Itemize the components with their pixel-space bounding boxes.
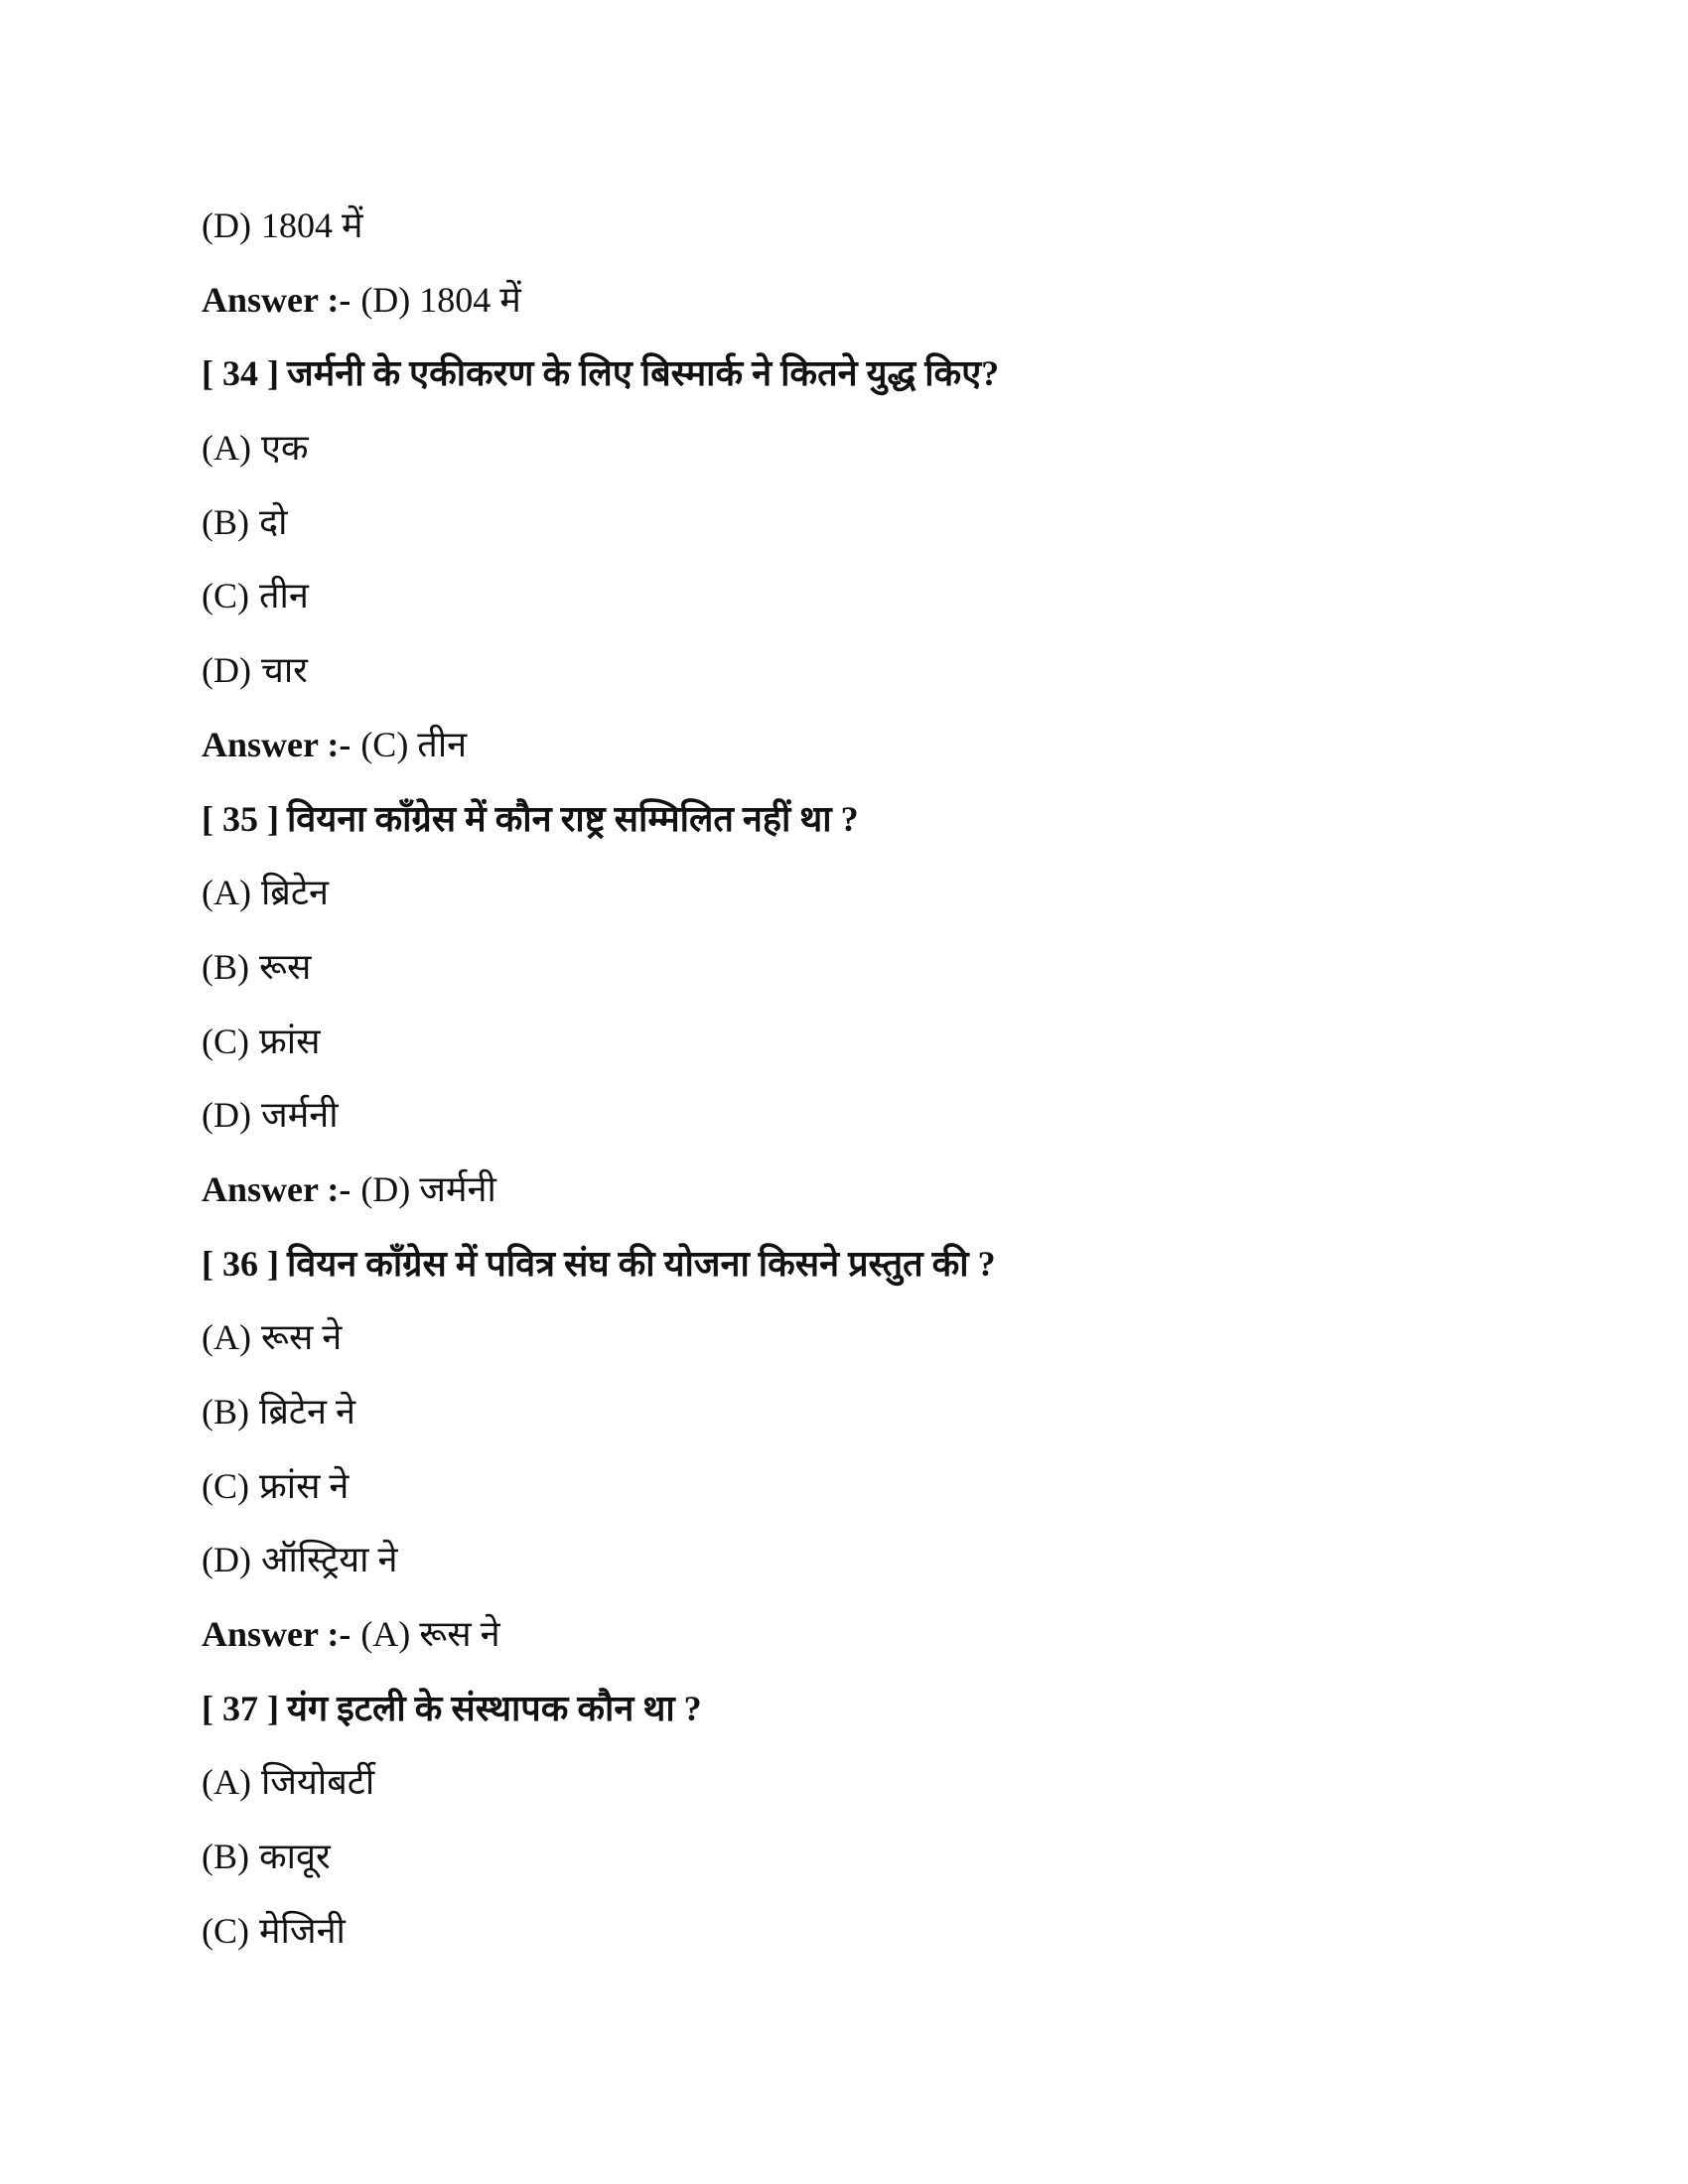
option-label: (D) xyxy=(202,1540,251,1580)
question-number: [ 37 ] xyxy=(202,1688,279,1728)
option-line xyxy=(202,1531,1492,1605)
answer-value: (A) रूस ने xyxy=(360,1614,500,1655)
option-label: (D) xyxy=(202,205,251,245)
option-line xyxy=(202,864,1492,938)
option-label: (A) xyxy=(202,428,251,469)
question-text: जर्मनी के एकीकरण के लिए बिस्मार्क ने कितने युद्ध किए? xyxy=(286,353,1000,394)
option-line xyxy=(202,1383,1492,1457)
answer-line xyxy=(202,716,1492,790)
option-text: चार xyxy=(260,650,308,691)
answer-value: (D) जर्मनी xyxy=(360,1168,496,1209)
answer-line xyxy=(202,1160,1492,1235)
option-text: फ्रांस xyxy=(259,1021,321,1061)
answer-line xyxy=(202,1605,1492,1680)
option-label: (A) xyxy=(202,1317,251,1358)
option-label: (C) xyxy=(202,1021,249,1061)
option-line xyxy=(202,1013,1492,1087)
option-text: ब्रिटेन xyxy=(260,873,329,913)
option-label: (D) xyxy=(202,1095,251,1136)
answer-prefix: Answer :- xyxy=(202,1614,352,1655)
document-page xyxy=(202,197,1492,1977)
option-text: दो xyxy=(259,501,288,542)
option-text: एक xyxy=(260,428,309,469)
option-line xyxy=(202,1308,1492,1383)
option-text: मेजिनी xyxy=(259,1910,346,1951)
option-line xyxy=(202,493,1492,568)
option-text: ऑस्ट्रिया ने xyxy=(260,1540,398,1580)
question-34 xyxy=(202,344,1492,419)
option-line xyxy=(202,567,1492,641)
option-text: रूस xyxy=(259,946,312,987)
option-line xyxy=(202,197,1492,271)
option-label: (C) xyxy=(202,1910,249,1951)
answer-line xyxy=(202,271,1492,345)
option-line xyxy=(202,1828,1492,1902)
option-line xyxy=(202,938,1492,1013)
answer-value: (C) तीन xyxy=(360,724,468,764)
question-text: यंग इटली के संस्थापक कौन था ? xyxy=(286,1688,702,1728)
question-number: [ 34 ] xyxy=(202,353,279,394)
option-line xyxy=(202,641,1492,716)
option-line xyxy=(202,1086,1492,1160)
question-37 xyxy=(202,1680,1492,1754)
question-number: [ 35 ] xyxy=(202,798,279,839)
question-number: [ 36 ] xyxy=(202,1243,279,1284)
question-text: वियना काँग्रेस में कौन राष्ट्र सम्मिलित नहीं था ? xyxy=(286,798,859,839)
option-text: फ्रांस ने xyxy=(259,1465,350,1506)
answer-prefix: Answer :- xyxy=(202,724,352,764)
option-line xyxy=(202,419,1492,493)
option-label: (B) xyxy=(202,501,249,542)
option-text: रूस ने xyxy=(260,1317,343,1358)
option-label: (D) xyxy=(202,650,251,691)
question-35 xyxy=(202,790,1492,865)
option-text: जर्मनी xyxy=(260,1095,339,1136)
answer-value: (D) 1804 में xyxy=(360,279,521,320)
option-text: जियोबर्टी xyxy=(260,1762,375,1803)
answer-prefix: Answer :- xyxy=(202,279,352,320)
option-line xyxy=(202,1457,1492,1532)
answer-prefix: Answer :- xyxy=(202,1168,352,1209)
option-line xyxy=(202,1902,1492,1977)
option-label: (C) xyxy=(202,576,249,616)
option-label: (B) xyxy=(202,1837,249,1877)
option-label: (B) xyxy=(202,946,249,987)
option-label: (A) xyxy=(202,1762,251,1803)
option-text: ब्रिटेन ने xyxy=(259,1392,355,1432)
option-text: 1804 में xyxy=(260,205,363,245)
option-label: (B) xyxy=(202,1392,249,1432)
option-text: कावूर xyxy=(259,1837,331,1877)
option-line xyxy=(202,1753,1492,1828)
option-label: (A) xyxy=(202,873,251,913)
option-text: तीन xyxy=(259,576,309,616)
option-label: (C) xyxy=(202,1465,249,1506)
question-text: वियन काँग्रेस में पवित्र संघ की योजना किसने प्रस्तुत की ? xyxy=(286,1243,996,1284)
question-36 xyxy=(202,1235,1492,1309)
